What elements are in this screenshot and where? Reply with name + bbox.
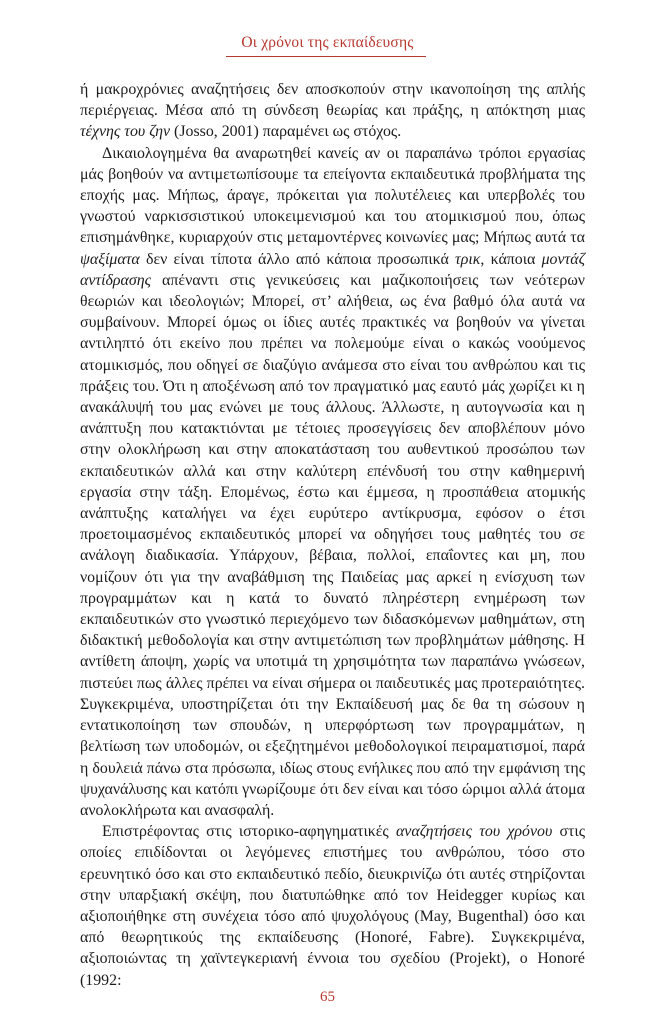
text-run: ή μακροχρόνιες αναζητήσεις δεν αποσκοπούν στην ικανοποίηση της απλής περιέργειας. Μέσα από τη σύνδεση θεωρίας και πράξης, η απόκτηση μιας	[80, 81, 585, 120]
running-header: Οι χρόνοι της εκπαίδευσης	[241, 34, 414, 51]
paragraph	[80, 821, 585, 991]
body-text	[80, 79, 585, 991]
header-rule	[226, 56, 426, 57]
italic-phrase: ψαξίματα	[80, 250, 140, 268]
text-run: Δικαιολογημένα θα αναρωτηθεί κανείς αν οι παραπάνω τρόποι εργασίας μάς βοηθούν να αντιμετωπίσουμε τα επείγοντα εκπαιδευτικά προβλήματα της εποχής μας. Μήπως, άραγε, πρόκειται για πολυτέλειες και υπερβολές του γνωστού ναρκισσιστικού υποκειμενισμού και του ατομικισμού που, όπως επισημάνθηκε, κυριαρχούν στις μεταμοντέρνες κοινωνίες μας; Μήπως αυτά τα	[80, 144, 585, 247]
text-run: (Josso, 2001) παραμένει ως στόχος.	[170, 123, 402, 141]
italic-phrase: αναζητήσεις του χρόνου	[395, 823, 553, 841]
text-run: , κάποια	[480, 250, 542, 268]
italic-phrase: τρικ	[455, 250, 481, 268]
paragraph	[80, 143, 585, 822]
text-run: Επιστρέφοντας στις ιστορικο-αφηγηματικές	[102, 823, 396, 841]
paragraph	[80, 79, 585, 143]
page-number: 65	[320, 989, 335, 1005]
text-run: δεν είναι τίποτα άλλο από κάποια προσωπικά	[139, 250, 456, 268]
italic-phrase: τέχνης του ζην	[80, 123, 171, 141]
text-run: στις οποίες επιδίδονται οι λεγόμενες επιστήμες του ανθρώπου, τόσο στο ερευνητικό όσο και στο εκπαιδευτικό πεδίο, διευκρινίζω ότι αυτές στηρίζονται στην υπαρξιακή σκέψη, που διατυπώθηκε από τον Heidegger κυρίως και αξιοποιήθηκε στη συνέχεια τόσο από ψυχολόγους (May, Bugenthal) όσο και από θεωρητικούς της εκπαίδευσης (Honoré, Fabre). Συγκεκριμένα, αξιοποιώντας τη χαϊντεγκεριανή έννοια του σχεδίου (Projekt), ο Honoré (1992:	[80, 823, 585, 989]
italic-phrase: μοντάζ αντίδρασης	[80, 250, 585, 289]
text-run: απέναντι στις γενικεύσεις και μαζικοποιήσεις των νεότερων θεωριών και ιδεολογιών; Μπορεί, στ’ αλήθεια, ως ένα βαθμό όλα αυτά να συμβαίνουν. Μπορεί όμως οι ίδιες αυτές πρακτικές να βοηθούν να γίνεται αντιληπτό ότι εκείνο που πρέπει να πολεμούμε είναι ο κακώς νοούμενος ατομικισμός, που οδηγεί σε διαζύγιο ανάμεσα στο είναι του ανθρώπου και τις πράξεις του. Ότι η αποξένωση από τον πραγματικό μας εαυτό μάς χωρίζει κι η ανακάλυψή του μας ενώνει με τους άλλους. Άλλωστε, η αυτογνωσία και η ανάπτυξη που κατακτιόνται με τέτοιες προσεγγίσεις δεν αποβλέπουν μόνο στην ολοκλήρωση και στην αποκατάσταση του αυθεντικού προσώπου των εκπαιδευτικών αλλά και στην καλύτερη επένδυσή του στην καθημερινή εργασία στην τάξη. Επομένως, έστω και έμμεσα, η προσπάθεια ατομικής ανάπτυξης καταλήγει να έχει ευρύτερο αντίκρυσμα, εφόσον ο έτσι προετοιμασμένος εκπαιδευτικός μπορεί να οδηγήσει τους μαθητές του σε ανάλογη διαδικασία. Υπάρχουν, βέβαια, πολλοί, επαΐοντες και μη, που νομίζουν ότι για την αναβάθμιση της Παιδείας μας αρκεί η ενίσχυση των προγραμμάτων και η κατά το δυνατό πληρέστερη ενημέρωση των εκπαιδευτικών στο γνωστικό περιεχόμενο των διδασκόμενων μαθημάτων, στη διδακτική μεθοδολογία και στην αντιμετώπιση των προβλημάτων μάθησης. Η αντίθετη άποψη, χωρίς να υποτιμά τη χρησιμότητα των παραπάνω γνώσεων, πιστεύει πως άλλες πρέπει να είναι σήμερα οι παιδευτικές μας προτεραιότητες. Συγκεκριμένα, υποστηρίζεται ότι την Εκπαίδευσή μας δε θα τη σώσουν η εντατικοποίηση των σπουδών, η υπερφόρτωση των προγραμμάτων, η βελτίωση των υποδομών, οι εξεζητημένοι μεθοδολογικοί πειραματισμοί, παρά η δουλειά πάνω στα πρόσωπα, ιδίως στους ενήλικες που από την εμφάνιση της ψυχανάλυσης και κατόπι γνωρίζουμε ότι δεν είναι και τόσο ώριμοι αλλά άτομα ανολοκλήρωτα και ανασφαλή.	[80, 271, 585, 819]
